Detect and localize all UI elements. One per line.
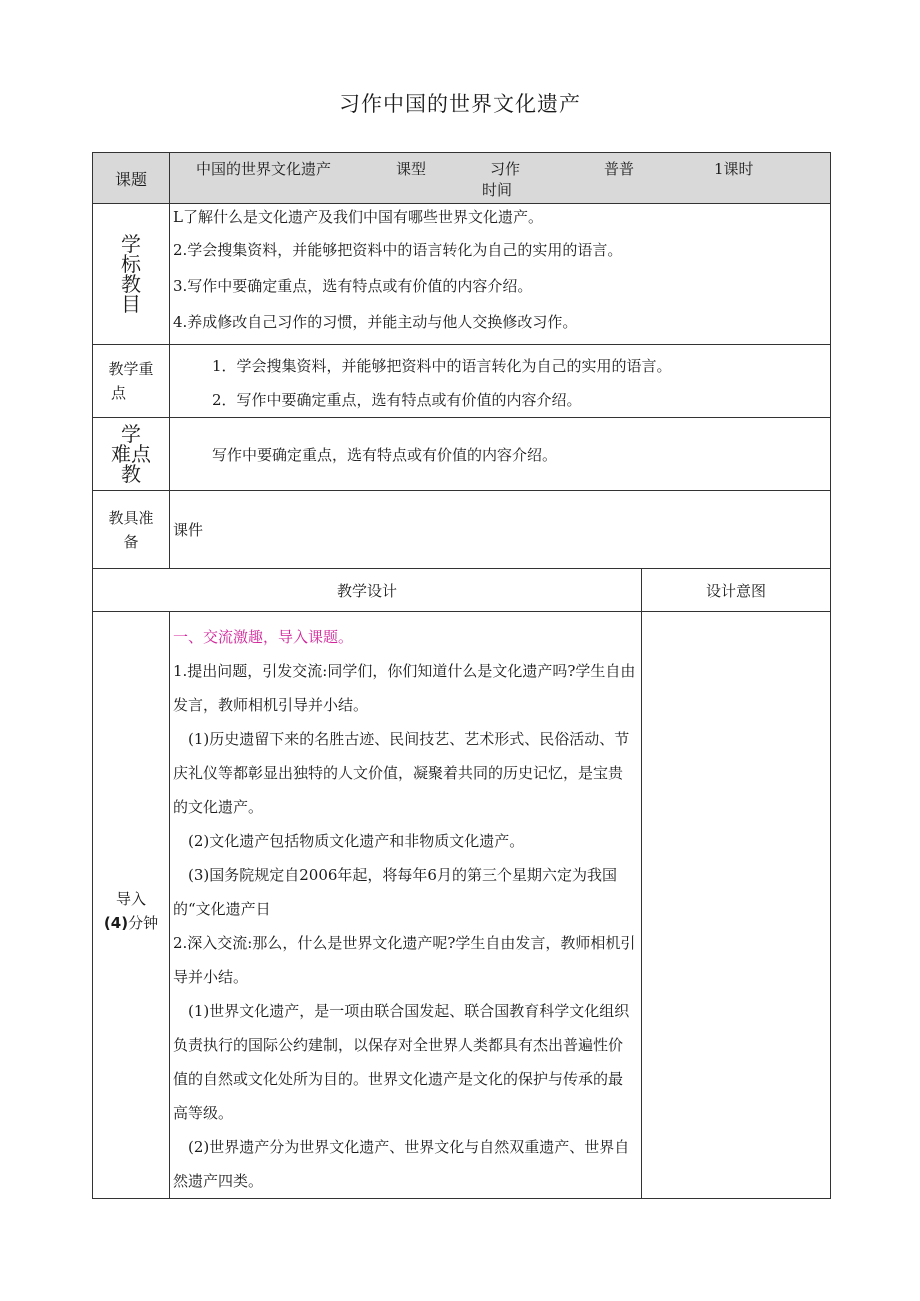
intro-label: 导入 (4)分钟 — [103, 890, 159, 932]
intro-row — [93, 612, 831, 1199]
intro-content — [170, 612, 642, 1199]
lesson-plan-table — [92, 152, 831, 1199]
design-header-col2 — [642, 569, 831, 612]
difficulties-label: 学 难点 教 — [111, 422, 151, 486]
objectives-label: 学 标 教 目 — [121, 232, 141, 316]
materials-label: 教具准 备 — [108, 508, 154, 551]
paragraph: (1)世界文化遗产，是一项由联合国发起、联合国教育科学文化组织负责执行的国际公约建制，以保存对全世界人类都具有杰出普遍性价值的自然或文化处所为目的。世界文化遗产是文化的保护与传承的最高等级。 — [173, 1002, 630, 1122]
design-header-row — [93, 569, 831, 612]
paragraph: 2.深入交流:那么，什么是世界文化遗产呢?学生自由发言，教师相机引导并小结。 — [173, 934, 636, 986]
objectives-content — [170, 204, 831, 345]
paragraph: (2)世界遗产分为世界文化遗产、世界文化与自然双重遗产、世界自然遗产四类。 — [173, 1138, 630, 1190]
materials-label-cell — [93, 491, 170, 569]
type-label: 课型 — [396, 160, 427, 178]
key-points-row — [93, 345, 831, 418]
materials-row — [93, 491, 831, 569]
time-label-top: 普普 — [604, 160, 635, 178]
difficulties-label-cell — [93, 418, 170, 491]
key-points-content — [170, 345, 831, 418]
teaching-design-heading: 教学设计 — [336, 581, 397, 600]
key-point-item: 1．学会搜集资料，并能够把资料中的语言转化为自己的实用的语言。 — [212, 357, 672, 375]
document-title: 习作中国的世界文化遗产 — [339, 92, 581, 116]
time-label-bottom: 时间 — [482, 181, 513, 199]
materials-text: 课件 — [173, 521, 204, 539]
design-intent-heading: 设计意图 — [705, 581, 766, 600]
topic-label-cell — [93, 153, 170, 204]
materials-content — [170, 491, 831, 569]
topic-value: 中国的世界文化遗产 — [196, 160, 332, 178]
topic-info-cell — [170, 153, 831, 204]
paragraph: (2)文化遗产包括物质文化遗产和非物质文化遗产。 — [188, 832, 525, 850]
topic-label: 课题 — [114, 169, 147, 189]
difficulties-text: 写作中要确定重点，选有特点或有价值的内容介绍。 — [212, 445, 558, 464]
paragraph: (3)国务院规定自2006年起，将每年6月的第三个星期六定为我国的“文化遗产日 — [173, 866, 617, 918]
key-points-label: 教学重 点 — [108, 360, 154, 402]
key-points-label-cell — [93, 345, 170, 418]
intro-intent-cell — [642, 612, 831, 1199]
objective-item: 3.写作中要确定重点，选有特点或有价值的内容介绍。 — [173, 277, 533, 295]
difficulties-row — [93, 418, 831, 491]
type-value: 习作 — [490, 160, 521, 178]
section-heading: 一、交流激趣，导入课题。 — [173, 628, 354, 646]
time-value: 1课时 — [714, 160, 754, 178]
objective-item: 4.养成修改自己习作的习惯，并能主动与他人交换修改习作。 — [173, 313, 578, 331]
intro-label-cell — [93, 612, 170, 1199]
paragraph: 1.提出问题，引发交流:同学们，你们知道什么是文化遗产吗?学生自由发言，教师相机引导并小结。 — [173, 662, 636, 714]
objectives-label-cell — [93, 204, 170, 345]
difficulties-content — [170, 418, 831, 491]
objective-item: L了解什么是文化遗产及我们中国有哪些世界文化遗产。 — [173, 208, 543, 226]
objective-item: 2.学会搜集资料，并能够把资料中的语言转化为自己的实用的语言。 — [173, 241, 623, 259]
design-header-col1 — [93, 569, 642, 612]
paragraph: (1)历史遗留下来的名胜古迹、民间技艺、艺术形式、民俗活动、节庆礼仪等都彰显出独特的人文价值，凝聚着共同的历史记忆，是宝贵的文化遗产。 — [173, 730, 630, 816]
objectives-row — [93, 204, 831, 345]
header-row — [93, 153, 831, 204]
key-point-item: 2．写作中要确定重点，选有特点或有价值的内容介绍。 — [212, 391, 582, 409]
